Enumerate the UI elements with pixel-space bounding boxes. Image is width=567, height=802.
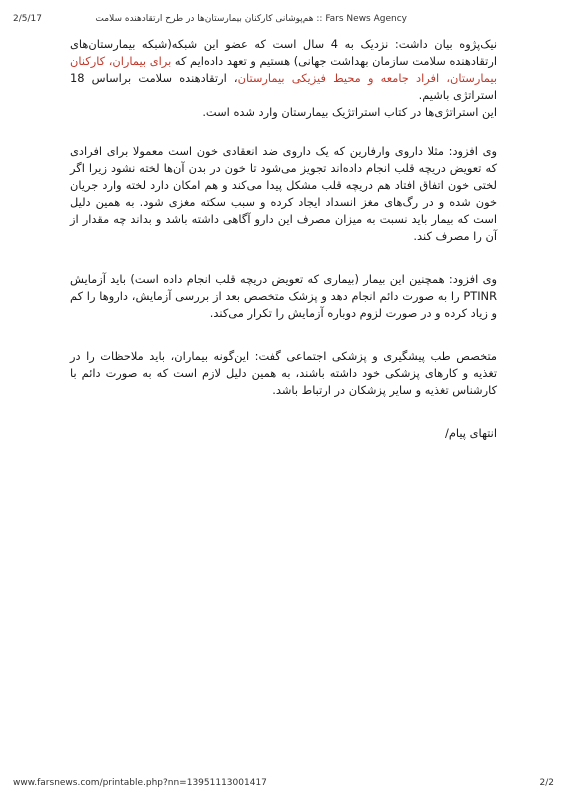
paragraph-1-text-b: ، ارتقادهنده سلامت براساس 18 استراتژی باشیم. (70, 71, 497, 102)
paragraph-3: وی افزود: همچنین این بیمار (بیماری که تعویض دریچه قلب انجام داده است) باید آزمایش PTINR را به صورت دائم انجام دهد و پزشک متخصص بعد از بررسی آزمایش، داروها را کم و زیاد کرده و در صورت لزوم دوباره آزمایش را تکرار می‌کند. (70, 272, 497, 320)
print-date: 2/5/17 (13, 14, 42, 24)
footer-url: www.farsnews.com/printable.php?nn=13951113001417 (13, 778, 267, 788)
page-header-title: Fars News Agency :: هم‌پوشانی کارکنان بیمارستان‌ها در طرح ارتقادهنده سلامت (95, 14, 407, 24)
paragraph-1-text-a: نیک‌پژوه بیان داشت: نزدیک به 4 سال است که عضو این شبکه(شبکه بیمارستان‌های ارتقادهنده سلامت سازمان بهداشت جهانی) هستیم و تعهد داده‌ایم که (70, 37, 498, 68)
paragraph-1 (70, 36, 497, 121)
paragraph-1-line-2: این استراتژی‌ها در کتاب استراتژیک بیمارستان وارد شده است. (202, 105, 497, 119)
end-of-message: انتهای پیام/ (445, 426, 497, 440)
article-body (70, 36, 497, 468)
paragraph-1-highlight: برای بیماران، کارکنان بیمارستان، افراد جامعه و محیط فیزیکی بیمارستان (70, 54, 498, 85)
paragraph-2: وی افزود: مثلا داروی وارفارین که یک داروی ضد انعقادی خون است معمولا برای افرادی که تعویض دریچه قلب انجام داده‌اند تجویز می‌شود تا خون در بدن آن‌ها لخته نشود زیرا اگر لختی خون اتفاق افتاد هم دریچه قلب مشکل پیدا می‌کند و هم امکان دارد لخته وارد جریان خون شده و در رگ‌های مغز انسداد ایجاد کرده و سبب سکته مغزی شود. به همین دلیل است که بیمار باید نسبت به میزان مصرف این دارو آگاهی داشته باشد و بداند چه مقدار از آن را مصرف کند. (70, 144, 497, 243)
page-number: 2/2 (539, 778, 554, 788)
paragraph-4: متخصص طب پیشگیری و پزشکی اجتماعی گفت: این‌گونه بیماران، باید ملاحظات را در تغذیه و کارهای پزشکی خود داشته باشند، به همین دلیل لازم است که به صورت دائم با کارشناس تغذیه و سایر پزشکان در ارتباط باشد. (70, 349, 497, 397)
